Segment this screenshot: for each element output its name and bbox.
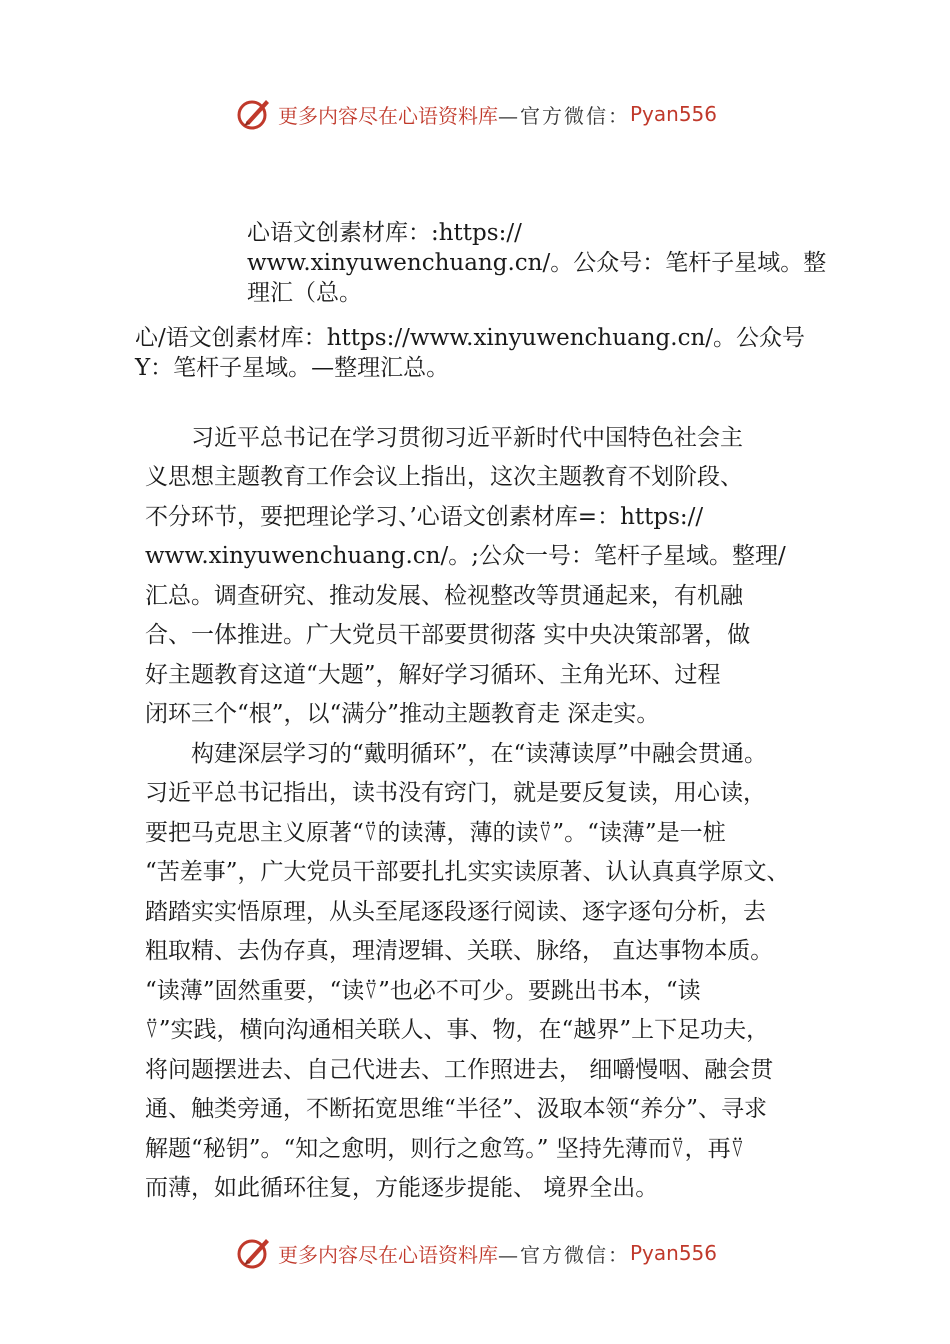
- banner-wechat-label: —官方微信：: [498, 1242, 630, 1267]
- note-line: www.xinyuwenchuang.cn/。公众号：笔杆子星域。整: [247, 250, 827, 276]
- banner-wechat-label: —官方微信：: [498, 103, 630, 128]
- paragraph-line: 义思想主题教育工作会议上指出，这次主题教育不划阶段、: [145, 464, 743, 490]
- paragraph-line: 汇总。调查研究、推动发展、检视整改等贯通起来，有机融: [145, 583, 743, 609]
- note-line: 心/语文创素材库：https://www.xinyuwenchuang.cn/。公众号: [135, 325, 806, 351]
- paragraph-line: 习近平总书记在学习贯彻习近平新时代中国特色社会主: [145, 425, 743, 451]
- paragraph-line: “读薄”固然重要，“读⍢”也必不可少。要跳出书本，“读: [145, 978, 701, 1004]
- note-line: Y：笔杆子星域。—整理汇总。: [135, 355, 450, 381]
- quill-pen-logo-icon: [236, 96, 272, 132]
- footer-banner: [236, 1233, 717, 1273]
- paragraph-line: 构建深层学习的“戴明循环”，在“读薄读厚”中融会贯通。: [145, 741, 768, 767]
- banner-title: 更多内容尽在心语资料库: [278, 1242, 498, 1267]
- paragraph-line: 踏踏实实悟原理，从头至尾逐段逐行阅读、逐字逐句分析，去: [145, 899, 766, 925]
- note-line: 心语文创素材库：:https://: [247, 220, 522, 246]
- paragraph-line: “苦差事”，广大党员干部要扎扎实实读原著、认认真真学原文、: [145, 859, 790, 885]
- paragraph-line: 不分环节，要把理论学习、’心语文创素材库=：https://: [145, 504, 704, 530]
- banner-title: 更多内容尽在心语资料库: [278, 103, 498, 128]
- paragraph-line: ⍢”实践，横向沟通相关联人、事、物，在“越界”上下足功夫，: [145, 1017, 770, 1043]
- paragraph-line: 闭环三个“根”，以“满分”推动主题教育走 深走实。: [145, 701, 660, 727]
- paragraph-line: 而薄，如此循环往复，方能逐步提能、 境界全出。: [145, 1175, 659, 1201]
- paragraph-line: 粗取精、去伪存真，理清逻辑、关联、脉络， 直达事物本质。: [145, 938, 774, 964]
- banner-wechat-id: Pyan556: [630, 1241, 718, 1265]
- paragraph-line: 好主题教育这道“大题”，解好学习循环、主角光环、过程: [145, 662, 721, 688]
- paragraph-line: 合、一体推进。广大党员干部要贯彻落 实中央决策部署，做: [145, 622, 751, 648]
- quill-pen-logo-icon: [236, 1235, 272, 1271]
- paragraph-line: 要把马克思主义原著“⍢的读薄，薄的读⍢”。“读薄”是一桩: [145, 820, 726, 846]
- paragraph-line: 通、触类旁通，不断拓宽思维“半径”、汲取本领“养分”、寻求: [145, 1096, 768, 1122]
- paragraph-line: 将问题摆进去、自己代进去、工作照进去， 细嚼慢咽、融会贯: [145, 1057, 774, 1083]
- paragraph-line: www.xinyuwenchuang.cn/。;公众一号：笔杆子星域。整理/: [145, 543, 786, 569]
- paragraph-line: 解题“秘钥”。“知之愈明，则行之愈笃。” 坚持先薄而⍢，再⍢: [145, 1136, 745, 1162]
- paragraph-line: 习近平总书记指出，读书没有窍门，就是要反复读，用心读，: [145, 780, 766, 806]
- header-banner: [236, 94, 717, 134]
- note-line: 理汇（总。: [247, 280, 362, 306]
- banner-wechat-id: Pyan556: [630, 102, 718, 126]
